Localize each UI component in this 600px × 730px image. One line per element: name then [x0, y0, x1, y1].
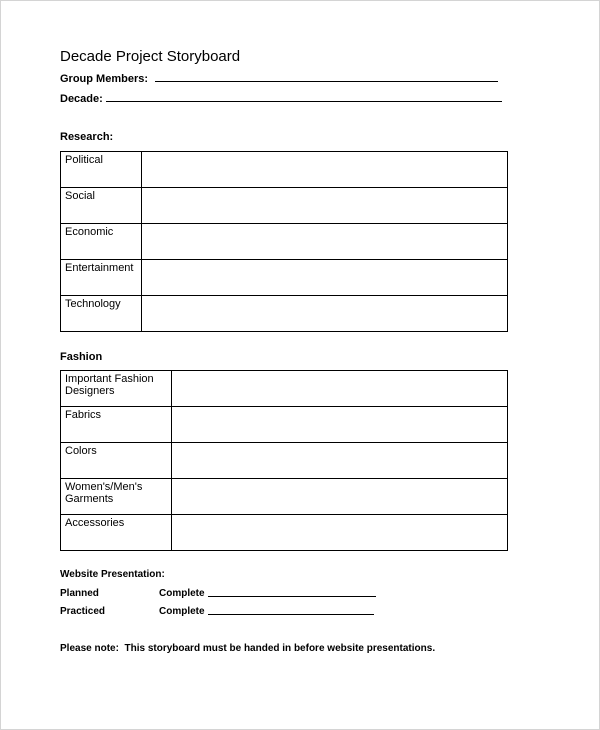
practiced-complete-label: Complete: [159, 606, 205, 617]
fashion-row-label: Accessories: [61, 515, 172, 551]
fashion-row-cell: [172, 407, 508, 443]
fashion-heading: Fashion: [60, 351, 103, 363]
planned-label: Planned: [60, 588, 99, 599]
research-row-cell: [142, 296, 508, 332]
table-row: [61, 371, 508, 407]
table-row: [61, 260, 508, 296]
research-row-label: Technology: [61, 296, 142, 332]
research-row-cell: [142, 188, 508, 224]
fashion-row-cell: [172, 479, 508, 515]
fashion-row-label: Colors: [61, 443, 172, 479]
table-row: [61, 515, 508, 551]
table-row: [61, 296, 508, 332]
note: [60, 643, 435, 654]
note-text: This storyboard must be handed in before website presentations.: [124, 643, 436, 654]
website-presentation-heading: Website Presentation:: [60, 569, 165, 580]
fashion-row-label: Women's/Men's Garments: [61, 479, 172, 515]
table-row: [61, 224, 508, 260]
fashion-row-cell: [172, 515, 508, 551]
practiced-complete-line: [208, 614, 374, 615]
planned-complete-line: [208, 596, 376, 597]
research-row-label: Economic: [61, 224, 142, 260]
fashion-row-cell: [172, 443, 508, 479]
group-members-label: Group Members:: [60, 73, 149, 85]
practiced-label: Practiced: [60, 606, 106, 617]
fashion-table: [60, 370, 508, 551]
table-row: [61, 407, 508, 443]
page-title: Decade Project Storyboard: [60, 48, 241, 65]
fashion-row-label: Fabrics: [61, 407, 172, 443]
group-members-line: [155, 81, 498, 82]
fashion-row-label: Important Fashion Designers: [61, 371, 172, 407]
table-row: [61, 479, 508, 515]
table-row: [61, 152, 508, 188]
fashion-row-cell: [172, 371, 508, 407]
research-table: [60, 151, 508, 332]
research-row-label: Political: [61, 152, 142, 188]
table-row: [61, 188, 508, 224]
research-row-cell: [142, 224, 508, 260]
research-row-label: Entertainment: [61, 260, 142, 296]
research-heading: Research:: [60, 131, 114, 143]
research-row-cell: [142, 152, 508, 188]
decade-label: Decade:: [60, 93, 103, 105]
note-label: Please note:: [60, 643, 119, 654]
planned-complete-label: Complete: [159, 588, 205, 599]
table-row: [61, 443, 508, 479]
research-row-label: Social: [61, 188, 142, 224]
research-row-cell: [142, 260, 508, 296]
decade-line: [106, 101, 502, 102]
